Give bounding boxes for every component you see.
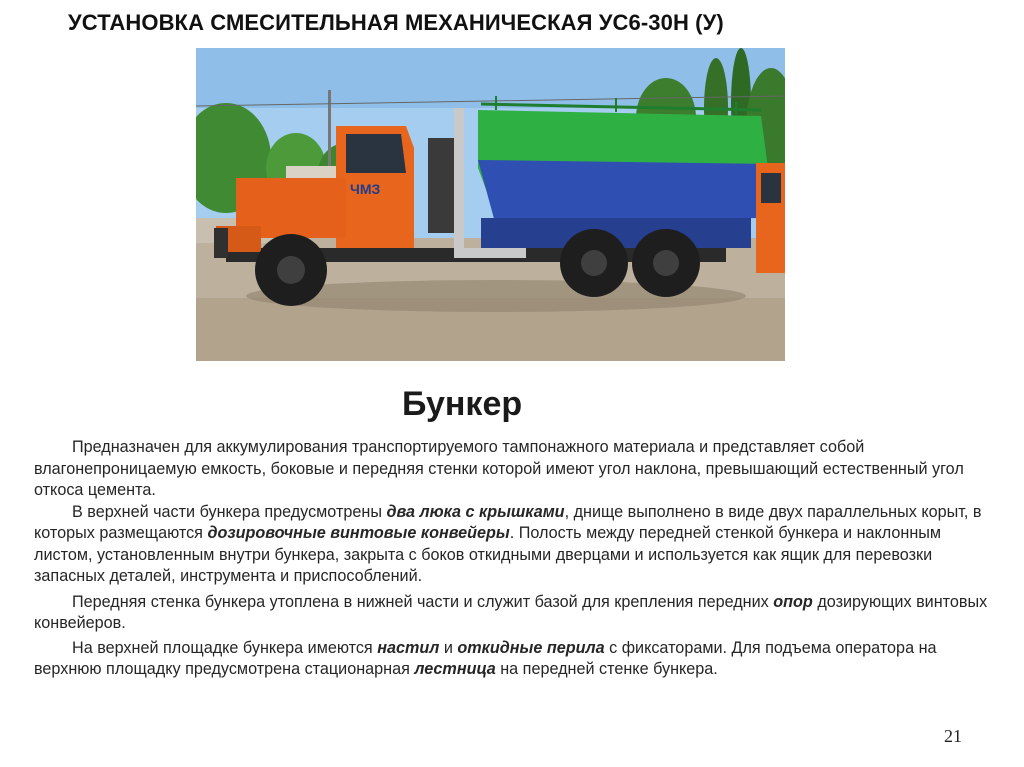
paragraph-2-text: . Полость между передней стенкой бункера и наклонным листом, установленным внутри бункера, закрыта с боков откидными дверцами и используется как ящик для перевозки запасных деталей, инструмента и приспособлений. [34,524,942,585]
paragraph-4-text: и [439,638,458,657]
emphasis-conveyors: дозировочные винтовые конвейеры [207,524,510,542]
emphasis-deck: настил [377,638,440,657]
paragraph-2-text: , днище выполнено в виде двух параллельных корыт, в которых размещаются [34,502,982,542]
emphasis-hatches: два люка с крышками [386,502,565,521]
paragraph-3-text: Передняя стенка бункера утоплена в нижней части и служит базой для крепления передних [72,592,774,611]
page-number: 21 [944,726,962,746]
emphasis-ladder: лестница [414,660,496,678]
body-text [34,437,1002,681]
emphasis-supports: опор [773,592,813,611]
paragraph-2-text: В верхней части бункера предусмотрены [72,502,387,521]
paragraph-1 [34,437,1002,502]
paragraph-4-text: На верхней площадке бункера имеются [72,638,378,657]
truck-photo [196,48,785,361]
emphasis-railings: откидные перила [457,638,605,657]
paragraph-3-text: дозирующих винтовых конвейеров. [34,592,988,632]
paragraph-2 [34,502,1002,588]
paragraph-1-text: Предназначен для аккумулирования транспортируемого тампонажного материала и представляет собой влагонепроницаемую емкость, боковые и передняя стенки которой имеют угол наклона, превышающий естественный угол откоса цемента. [34,438,964,499]
slide-title: УСТАНОВКА СМЕСИТЕЛЬНАЯ МЕХАНИЧЕСКАЯ УС6-30Н (У) [68,10,724,35]
paragraph-4-text: на передней стенке бункера. [495,660,718,678]
paragraph-3 [34,592,1002,635]
paragraph-4-text: с фиксаторами. Для подъема оператора на верхнюю площадку предусмотрена стационарная [34,638,937,678]
paragraph-4 [34,638,1002,681]
section-heading: Бункер [402,385,523,423]
svg-text:ЧМЗ: ЧМЗ [350,181,381,197]
